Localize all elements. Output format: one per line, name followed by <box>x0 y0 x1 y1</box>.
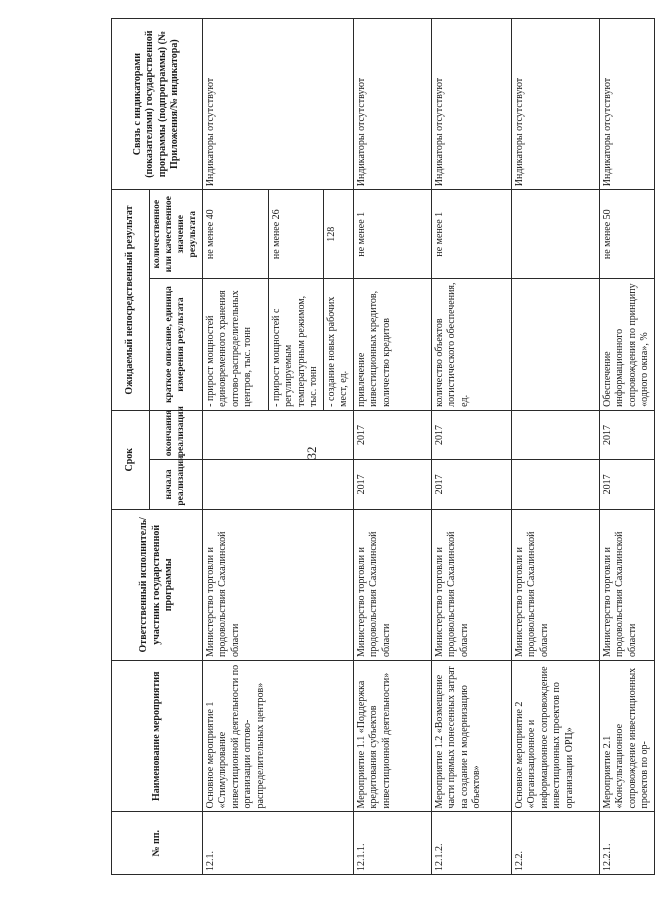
result-value: не менее 26 <box>268 190 323 279</box>
result-value: не менее 50 <box>599 190 654 279</box>
header-result-description: краткое описание, единица измерения результата <box>150 279 203 411</box>
responsible-executor: Министерство торговли и продовольствия Сахалинской области <box>511 509 599 660</box>
result-value: не менее 1 <box>431 190 511 279</box>
result-value: не менее 40 <box>202 190 268 279</box>
result-value: не менее 1 <box>353 190 431 279</box>
page-number: 32 <box>304 446 319 460</box>
measure-name: Мероприятие 2.1 «Консультационное сопровождение инвестиционных проектов по ор- <box>599 661 654 812</box>
result-description <box>511 279 599 411</box>
term-end: 2017 <box>431 410 511 459</box>
measure-name: Основное мероприятие 2 «Организационное и информационное сопровождение инвестиционных проектов по организации ОРЦ» <box>511 661 599 812</box>
header-indicator-link: Связь с индикаторами (показателями) государственной программы (подпрограммы) (№ Приложения/№ индикатора) <box>112 19 203 190</box>
header-term: Срок <box>112 410 150 509</box>
result-description: - прирост мощностей единовременного хранения оптово-распределительных центров, тыс. тонн <box>202 279 268 411</box>
header-result: Ожидаемый непосредственный результат <box>112 190 150 411</box>
row-number: 12.2. <box>511 812 599 875</box>
header-name: Наименование мероприятия <box>112 661 203 812</box>
measure-name: Мероприятие 1.2 «Возмещение части прямых понесенных затрат на создание и модернизацию объектов» <box>431 661 511 812</box>
indicator-link: Индикаторы отсутствуют <box>202 19 353 190</box>
result-description: количество объектов логистического обеспечения, ед. <box>431 279 511 411</box>
term-end: 2017 <box>599 410 654 459</box>
term-end <box>202 410 353 459</box>
indicator-link: Индикаторы отсутствуют <box>353 19 431 190</box>
row-number: 12.1. <box>202 812 353 875</box>
term-end: 2017 <box>353 410 431 459</box>
term-start <box>202 460 353 509</box>
measure-name: Основное мероприятие 1 «Стимулирование инвестиционной деятельности по организации оптово-распределительных центров» <box>202 661 353 812</box>
table-body <box>202 19 654 875</box>
header-term-start: начала реализации <box>150 460 203 509</box>
term-start: 2017 <box>353 460 431 509</box>
indicator-link: Индикаторы отсутствуют <box>511 19 599 190</box>
result-description: Обеспечение информационного сопровождения по принципу «одного окна», % <box>599 279 654 411</box>
header-responsible: Ответственный исполнитель/участник государственной программы <box>112 509 203 660</box>
measures-table-wrapper <box>111 18 650 875</box>
result-value: 128 <box>323 190 353 279</box>
table-row <box>431 19 511 875</box>
row-number: 12.2.1. <box>599 812 654 875</box>
table-row <box>353 19 431 875</box>
responsible-executor: Министерство торговли и продовольствия Сахалинской области <box>431 509 511 660</box>
row-number: 12.1.1. <box>353 812 431 875</box>
header-result-value: количественное или качественное значение результата <box>150 190 203 279</box>
result-value <box>511 190 599 279</box>
table-row <box>599 19 654 875</box>
responsible-executor: Министерство торговли и продовольствия Сахалинской области <box>353 509 431 660</box>
header-num: № пп. <box>112 812 203 875</box>
responsible-executor: Министерство торговли и продовольствия Сахалинской области <box>599 509 654 660</box>
measure-name: Мероприятие 1.1 «Поддержка кредитования субъектов инвестиционной деятельности» <box>353 661 431 812</box>
result-description: - прирост мощностей с регулируемым температурным режимом, тыс. тонн <box>268 279 323 411</box>
indicator-link: Индикаторы отсутствуют <box>431 19 511 190</box>
table-row <box>511 19 599 875</box>
result-description: привлечение инвестиционных кредитов, количество кредитов <box>353 279 431 411</box>
header-term-end: окончания реализации <box>150 410 203 459</box>
measures-table <box>111 18 655 875</box>
responsible-executor: Министерство торговли и продовольствия Сахалинской области <box>202 509 353 660</box>
table-row <box>202 19 268 875</box>
indicator-link: Индикаторы отсутствуют <box>599 19 654 190</box>
row-number: 12.1.2. <box>431 812 511 875</box>
term-end <box>511 410 599 459</box>
term-start: 2017 <box>431 460 511 509</box>
result-description: - создание новых рабочих мест, ед. <box>323 279 353 411</box>
table-header <box>112 19 203 875</box>
term-start <box>511 460 599 509</box>
term-start: 2017 <box>599 460 654 509</box>
